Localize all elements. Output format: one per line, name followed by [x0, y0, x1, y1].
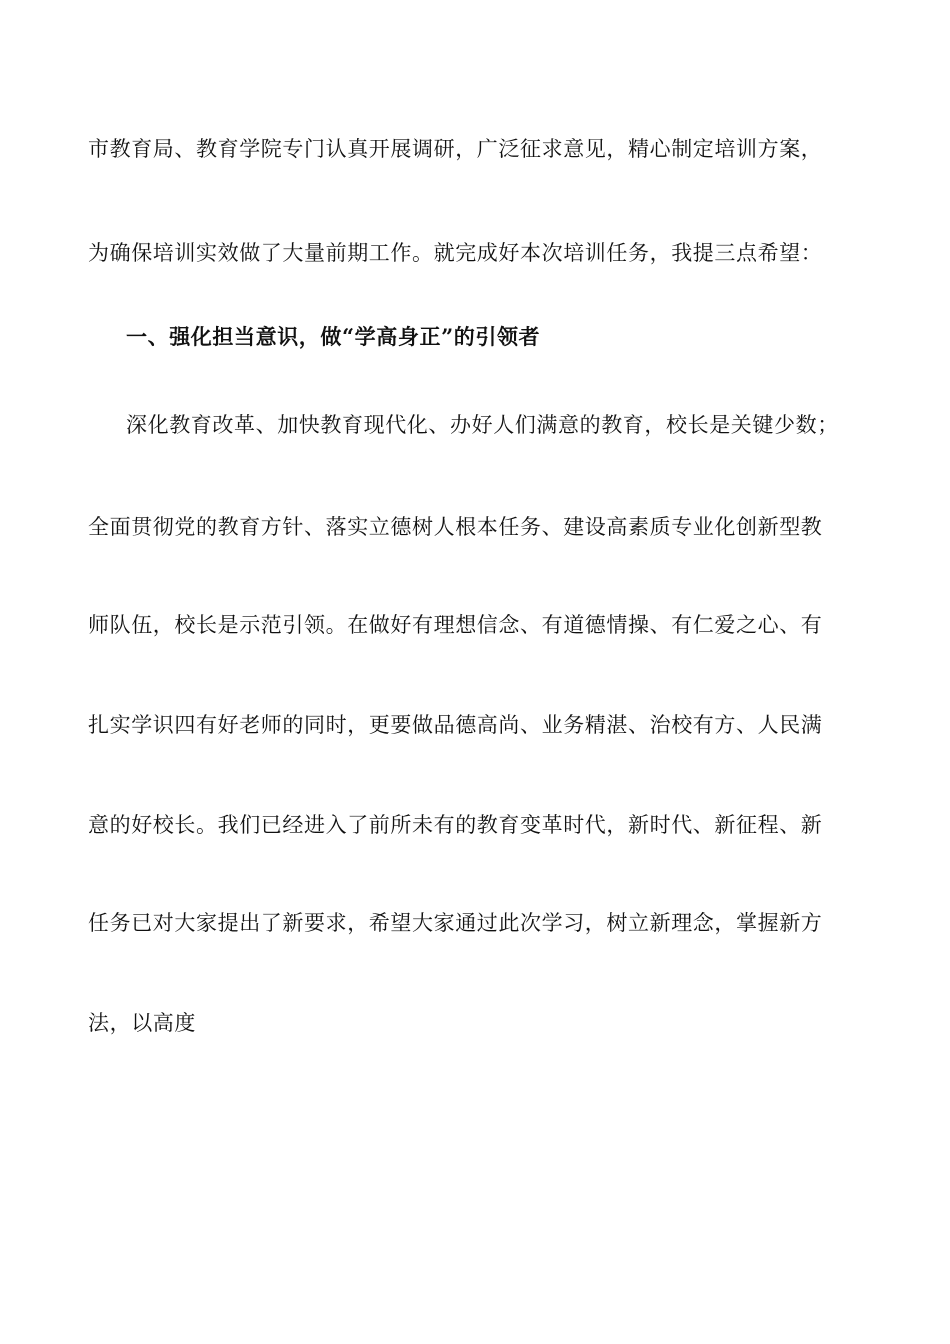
section-heading: 一、强化担当意识，做“学高身正”的引领者: [126, 324, 541, 349]
paragraph-line: 全面贯彻党的教育方针、落实立德树人根本任务、建设高素质专业化创新型教: [88, 515, 823, 539]
paragraph-line: 任务已对大家提出了新要求，希望大家通过此次学习，树立新理念，掌握新方: [88, 911, 823, 935]
paragraph-line: 为确保培训实效做了大量前期工作。就完成好本次培训任务，我提三点希望：: [88, 241, 823, 265]
paragraph-line: 深化教育改革、加快教育现代化、办好人们满意的教育，校长是关键少数；: [126, 413, 839, 437]
paragraph-line: 意的好校长。我们已经进入了前所未有的教育变革时代，新时代、新征程、新: [88, 813, 823, 837]
paragraph-line: 师队伍，校长是示范引领。在做好有理想信念、有道德情操、有仁爱之心、有: [88, 613, 823, 637]
paragraph-line: 扎实学识四有好老师的同时，更要做品德高尚、业务精湛、治校有方、人民满: [88, 713, 823, 737]
paragraph-line: 法，以高度: [88, 1011, 196, 1035]
paragraph-line: 市教育局、教育学院专门认真开展调研，广泛征求意见，精心制定培训方案，: [88, 137, 823, 161]
